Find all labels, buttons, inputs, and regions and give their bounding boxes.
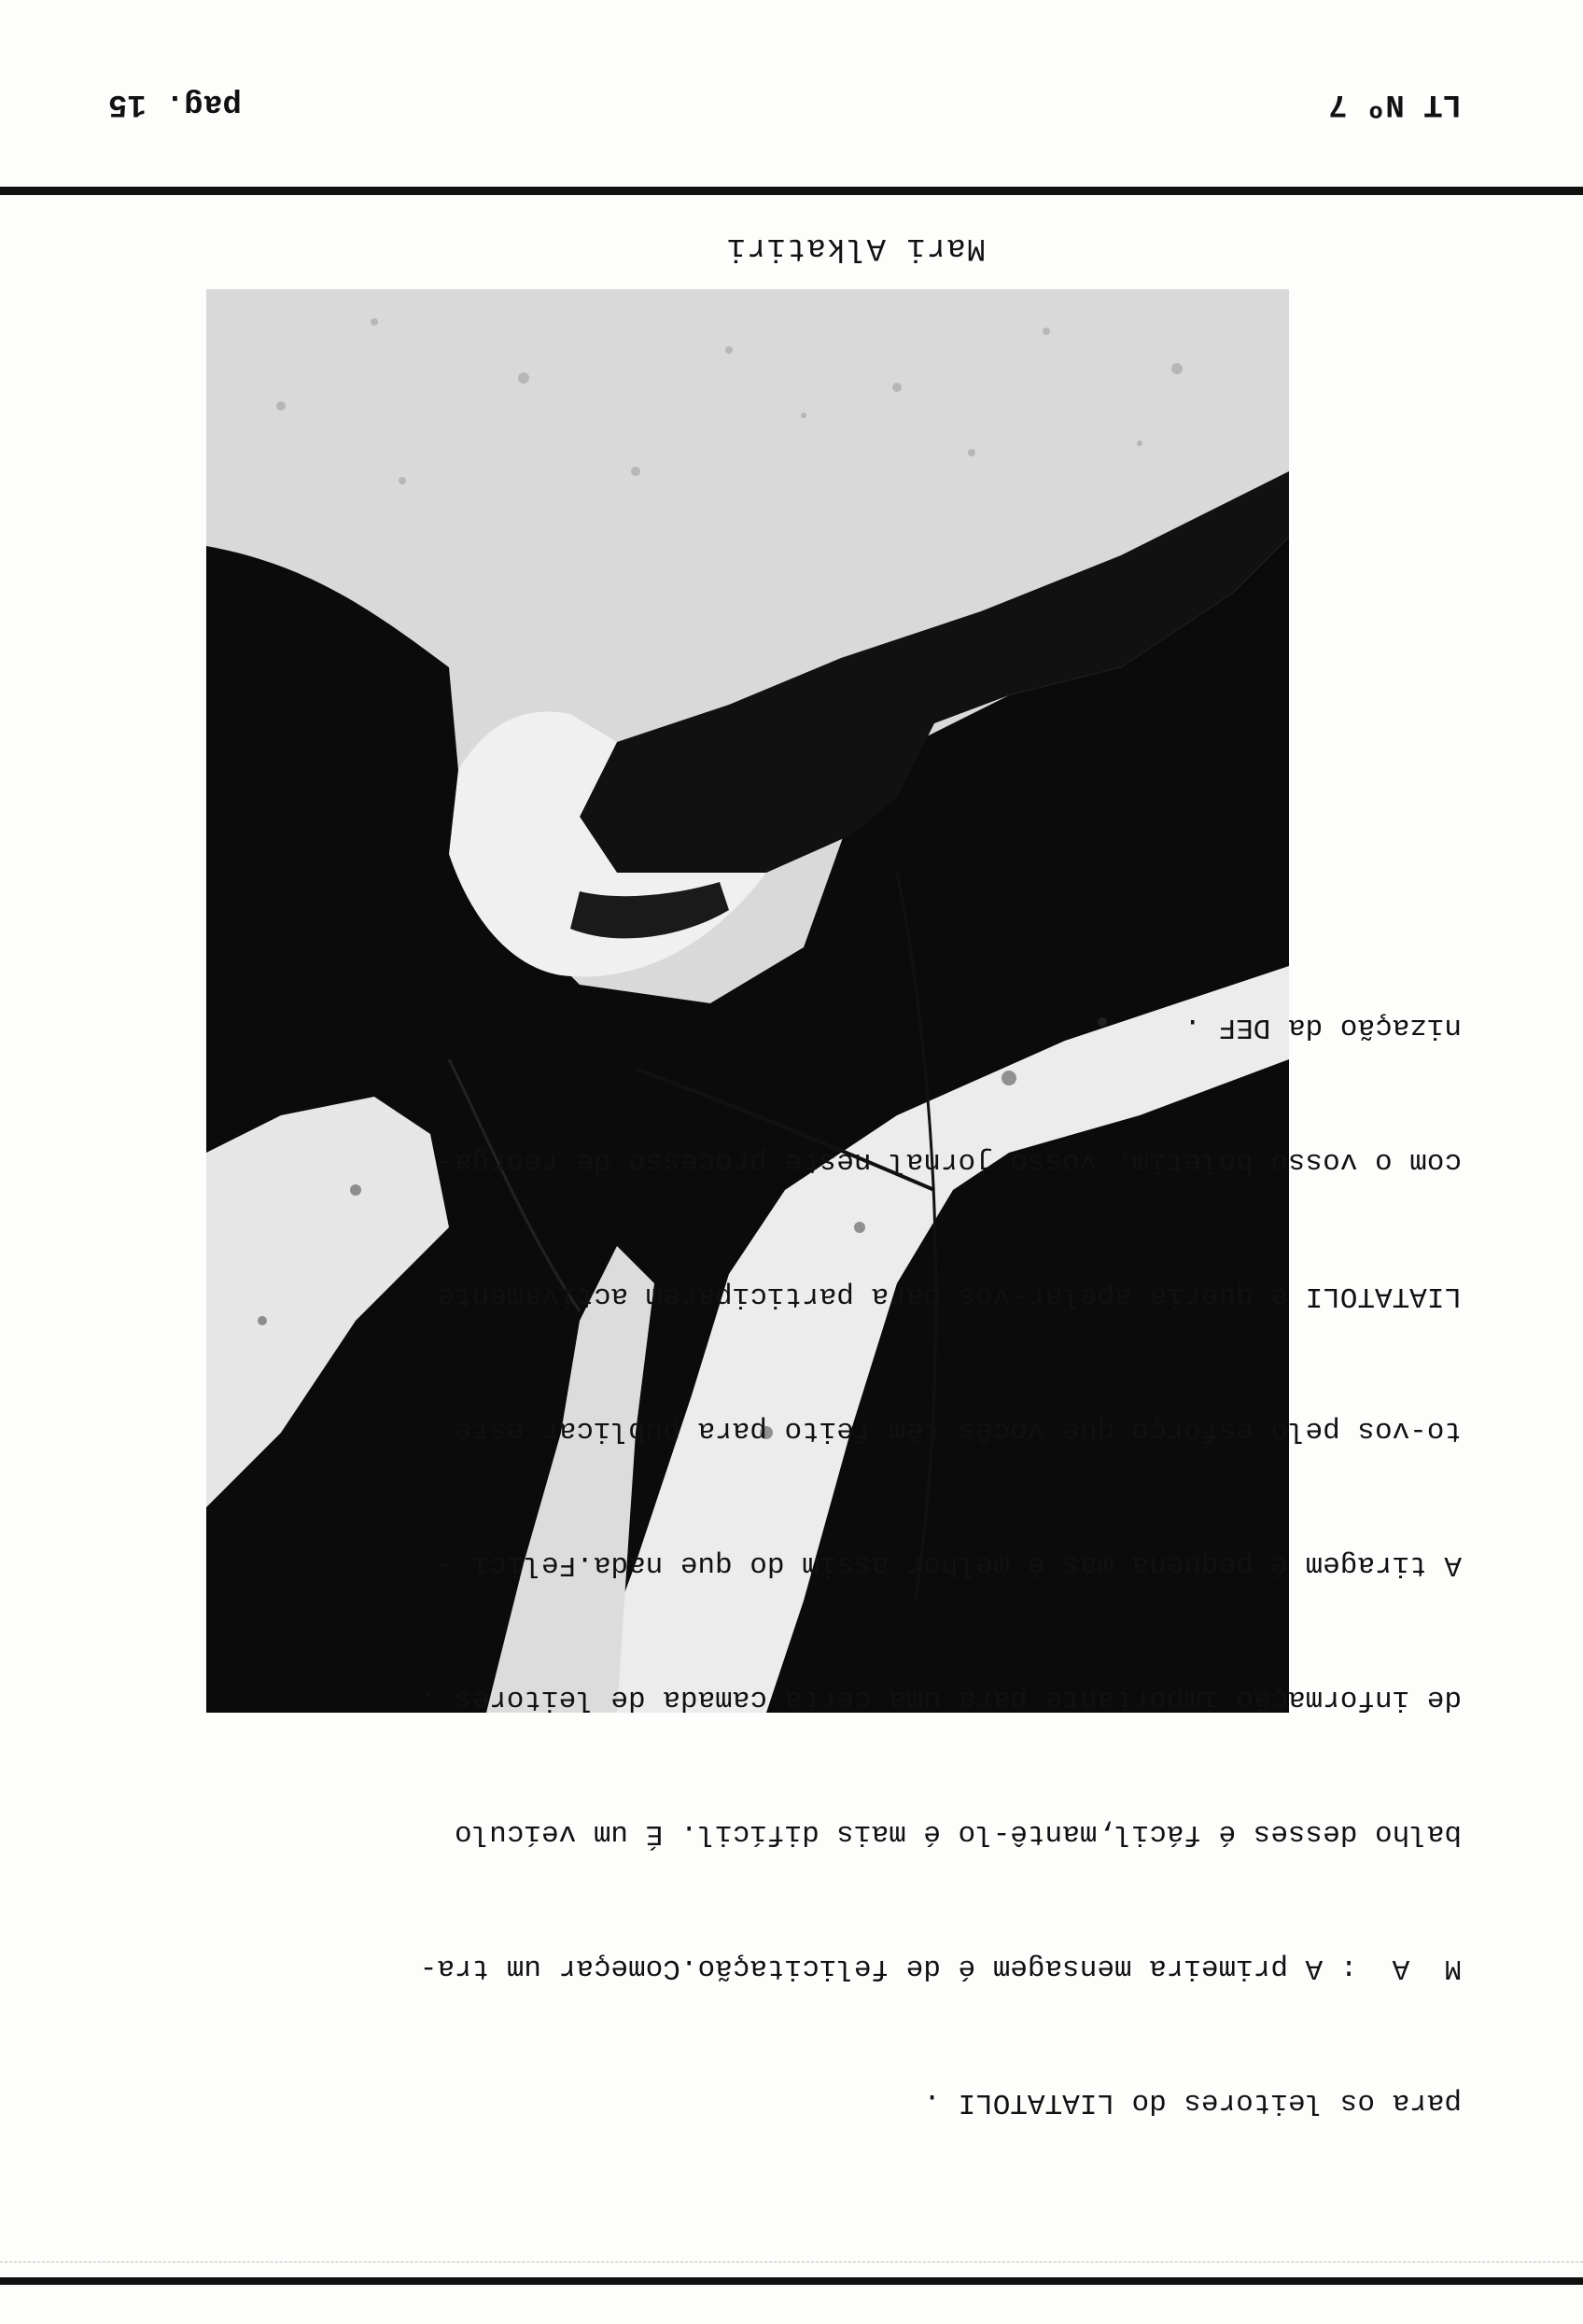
text-line: de informação importante para uma certa camada de leitores . (419, 1683, 1462, 1715)
text-line: balho desses é fácil,mantê-lo é mais difícil. É um veículo (455, 1817, 1462, 1850)
photo-caption: Mari Alkatiri (725, 230, 986, 265)
page-number: pag. 15 (108, 86, 242, 121)
text-line: com o vosso boletim, vosso jornal neste processo de reorga- (437, 1145, 1462, 1178)
text-line: nização da DEF . (1184, 1011, 1462, 1043)
bulletin-reference: LT Nº 7 (1328, 86, 1462, 121)
footer-faint-rule (0, 2261, 1583, 2262)
footer-rule (0, 2277, 1583, 2285)
text-line: para os leitores do LIATATOLI . (923, 2086, 1462, 2119)
page-header (108, 65, 1462, 121)
text-line: to-vos pelo esforço que vocês têm feito para publicar este (455, 1414, 1462, 1447)
interview-text (118, 915, 1462, 2214)
text-line: M A : A primeira mensagem é de felicitação.Começar um tra- (419, 1952, 1462, 1984)
text-line: LIATATOLI e queria apelar-vos para participarem activamente (437, 1280, 1462, 1312)
text-line: A tiragem é pequena mas é melhor assim do que nada.Felici - (437, 1548, 1462, 1581)
header-rule (0, 187, 1583, 195)
